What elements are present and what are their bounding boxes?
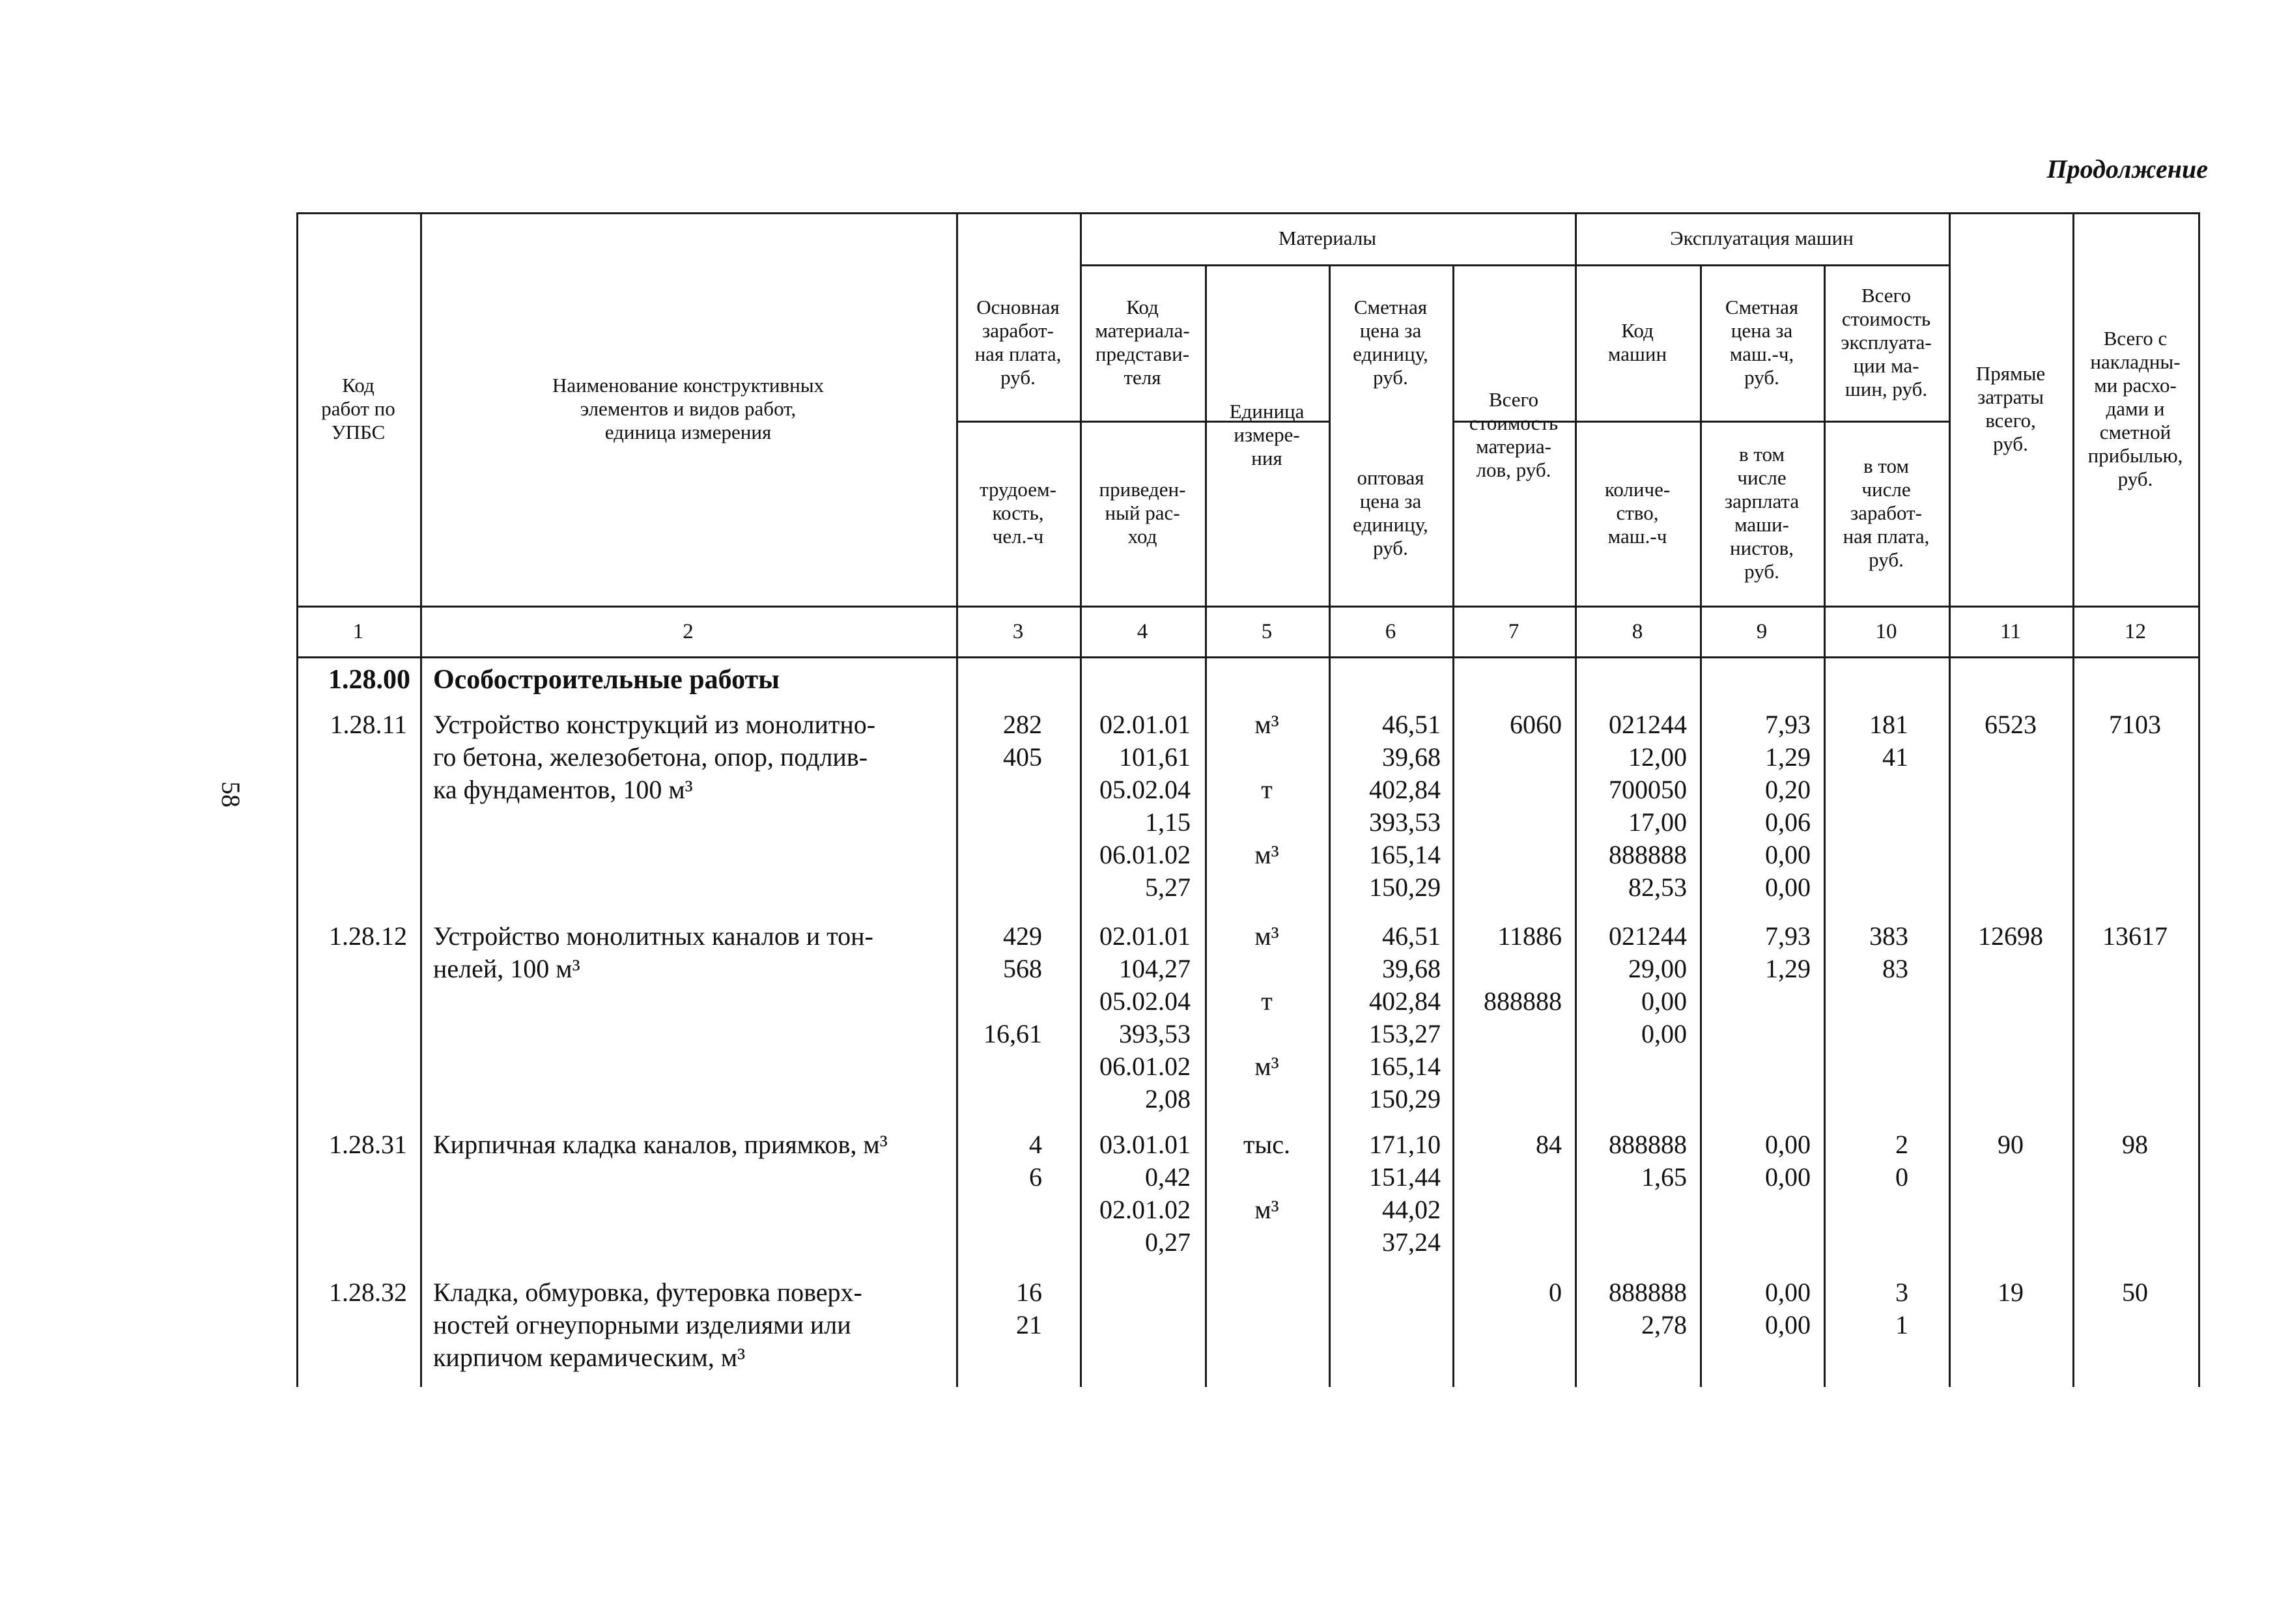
column-number: 9 (1756, 620, 1768, 643)
cell-c6: 151,44 (1369, 1162, 1441, 1192)
cell-c5: м³ (1254, 840, 1279, 869)
cell-c4: 03.01.01 (1099, 1130, 1191, 1159)
work-name: Кирпичная кладка каналов, приямков, м³ (433, 1130, 888, 1159)
cell-c4: 06.01.02 (1099, 1052, 1191, 1081)
column-number: 4 (1137, 620, 1148, 643)
cell-c3: 16 (1016, 1278, 1042, 1307)
cell-c8: 2,78 (1641, 1310, 1687, 1339)
cell-c7: 6060 (1510, 710, 1562, 739)
header-labor: трудоем- кость, чел.-ч (980, 478, 1056, 548)
cell-c5: тыс. (1243, 1130, 1291, 1159)
column-number: 5 (1261, 620, 1273, 643)
work-name: Устройство монолитных каналов и тон- (433, 921, 873, 951)
cell-c6: 46,51 (1382, 921, 1441, 951)
cell-c8: 0,00 (1641, 987, 1687, 1016)
cell-c10: 0 (1895, 1162, 1908, 1192)
section-title: Особостроительные работы (433, 665, 780, 695)
cell-c4: 05.02.04 (1099, 987, 1191, 1016)
cell-c9: 0,00 (1765, 1162, 1811, 1192)
header-direct-costs: Прямые затраты всего, руб. (1975, 362, 2046, 455)
header-unit: Единица измере- ния (1229, 400, 1305, 469)
cell-c6: 171,10 (1369, 1130, 1441, 1159)
cell-c11: 90 (1998, 1130, 2024, 1159)
cell-c9: 0,00 (1765, 1278, 1811, 1307)
cell-c4: 393,53 (1119, 1019, 1191, 1048)
cell-c10: 2 (1895, 1130, 1908, 1159)
cell-c6: 39,68 (1382, 742, 1441, 772)
work-name: ностей огнеупорными изделиями или (433, 1310, 851, 1339)
header-machine-hours: количе- ство, маш.-ч (1604, 478, 1671, 548)
cell-c3: 16,61 (983, 1019, 1042, 1048)
header-machine-price: Сметная цена за маш.-ч, руб. (1725, 296, 1799, 389)
work-name: Кладка, обмуровка, футеровка поверх- (433, 1278, 862, 1307)
cell-c6: 402,84 (1369, 987, 1441, 1016)
cell-c6: 150,29 (1369, 1084, 1441, 1113)
cell-c8: 021244 (1609, 710, 1687, 739)
cell-c4: 5,27 (1145, 873, 1191, 902)
cell-c9: 0,20 (1765, 775, 1811, 804)
cell-c9: 7,93 (1765, 710, 1811, 739)
header-reduced-consumption: приведен- ный рас- ход (1099, 478, 1186, 548)
cell-c8: 29,00 (1628, 954, 1687, 983)
work-name: нелей, 100 м³ (433, 954, 580, 983)
cell-c11: 6523 (1985, 710, 2037, 739)
cell-c12: 50 (2122, 1278, 2148, 1307)
cell-c6: 165,14 (1369, 1052, 1441, 1081)
cell-c5: м³ (1254, 1052, 1279, 1081)
cell-c9: 0,00 (1765, 1130, 1811, 1159)
cell-c9: 0,00 (1765, 1310, 1811, 1339)
cell-c4: 0,42 (1145, 1162, 1191, 1192)
cell-c5: м³ (1254, 710, 1279, 739)
work-code: 1.28.31 (329, 1130, 407, 1159)
cell-c8: 021244 (1609, 921, 1687, 951)
cell-c9: 0,00 (1765, 840, 1811, 869)
cell-c8: 82,53 (1628, 873, 1687, 902)
cell-c4: 101,61 (1119, 742, 1191, 772)
cell-c8: 700050 (1609, 775, 1687, 804)
cell-c4: 05.02.04 (1099, 775, 1191, 804)
cell-c4: 06.01.02 (1099, 840, 1191, 869)
header-total-with-overhead: Всего с накладны- ми расхо- дами и сметной прибылью, руб. (2087, 327, 2183, 490)
page-number: 58 (216, 781, 246, 807)
column-numbers-top (296, 606, 2200, 608)
cell-c7: 888888 (1484, 987, 1562, 1016)
cell-c5: м³ (1254, 921, 1279, 951)
cell-c6: 153,27 (1369, 1019, 1441, 1048)
cell-c6: 37,24 (1382, 1227, 1441, 1257)
cell-c3: 21 (1016, 1310, 1042, 1339)
cell-c10: 83 (1882, 954, 1908, 983)
header-machines: Эксплуатация машин (1670, 227, 1854, 249)
header-materials-total: Всего стоимость материа- лов, руб. (1469, 388, 1559, 481)
cell-c3: 568 (1003, 954, 1042, 983)
cell-c4: 02.01.02 (1099, 1195, 1191, 1224)
cell-c10: 1 (1895, 1310, 1908, 1339)
cell-c6: 44,02 (1382, 1195, 1441, 1224)
cell-c9: 0,06 (1765, 807, 1811, 837)
cell-c8: 888888 (1609, 1278, 1687, 1307)
header-machines-total: Всего стоимость эксплуата- ции ма- шин, руб. (1841, 284, 1932, 400)
cell-c6: 150,29 (1369, 873, 1441, 902)
header-base-wage: Основная заработ- ная плата, руб. (974, 296, 1062, 389)
cell-c7: 0 (1549, 1278, 1562, 1307)
cell-c9: 7,93 (1765, 921, 1811, 951)
cell-c9: 0,00 (1765, 873, 1811, 902)
continuation-label: Продолжение (2046, 154, 2208, 184)
cell-c5: т (1261, 775, 1273, 804)
cell-c12: 7103 (2109, 710, 2161, 739)
cell-c5: м³ (1254, 1195, 1279, 1224)
column-number: 6 (1385, 620, 1396, 643)
cell-c10: 181 (1869, 710, 1908, 739)
header-operator-wage: в том числе зарплата маши- нистов, руб. (1724, 443, 1800, 583)
header-machines-wage: в том числе заработ- ная плата, руб. (1843, 455, 1930, 571)
cell-c8: 1,65 (1641, 1162, 1687, 1192)
work-name: ка фундаментов, 100 м³ (433, 775, 693, 804)
cell-c3: 6 (1029, 1162, 1042, 1192)
cell-c10: 3 (1895, 1278, 1908, 1307)
column-number: 8 (1632, 620, 1643, 643)
column-number: 2 (683, 620, 694, 643)
column-number: 12 (2125, 620, 2146, 643)
header-code: Код работ по УПБС (321, 374, 395, 443)
header-wholesale-price: оптовая цена за единицу, руб. (1353, 466, 1428, 559)
cell-c12: 13617 (2102, 921, 2168, 951)
header-machine-code: Код машин (1607, 319, 1667, 365)
header-material-code: Код материала- представи- теля (1095, 296, 1190, 389)
cell-c4: 104,27 (1119, 954, 1191, 983)
work-code: 1.28.12 (329, 921, 407, 951)
work-name: Устройство конструкций из монолитно- (433, 710, 876, 739)
cell-c8: 17,00 (1628, 807, 1687, 837)
cell-c8: 888888 (1609, 1130, 1687, 1159)
cell-c9: 1,29 (1765, 954, 1811, 983)
column-number: 11 (2000, 620, 2021, 643)
work-name: го бетона, железобетона, опор, подлив- (433, 742, 868, 772)
header-name: Наименование конструктивных элементов и видов работ, единица измерения (552, 374, 825, 443)
cell-c8: 0,00 (1641, 1019, 1687, 1048)
cell-c10: 383 (1869, 921, 1908, 951)
cell-c4: 0,27 (1145, 1227, 1191, 1257)
header-materials: Материалы (1278, 227, 1377, 249)
work-code: 1.28.32 (329, 1278, 407, 1307)
work-name: кирпичом керамическим, м³ (433, 1343, 746, 1372)
column-numbers-bottom (296, 656, 2200, 658)
work-code: 1.28.11 (330, 710, 407, 739)
cell-c11: 19 (1998, 1278, 2024, 1307)
column-number: 3 (1012, 620, 1024, 643)
cell-c4: 2,08 (1145, 1084, 1191, 1113)
column-number: 10 (1875, 620, 1897, 643)
cell-c3: 4 (1029, 1130, 1042, 1159)
cell-c8: 12,00 (1628, 742, 1687, 772)
column-number: 1 (352, 620, 364, 643)
cell-c6: 39,68 (1382, 954, 1441, 983)
cell-c7: 11886 (1497, 921, 1562, 951)
cell-c7: 84 (1536, 1130, 1562, 1159)
cell-c9: 1,29 (1765, 742, 1811, 772)
cell-c6: 393,53 (1369, 807, 1441, 837)
cell-c3: 429 (1003, 921, 1042, 951)
cell-c3: 405 (1003, 742, 1042, 772)
column-number: 7 (1508, 620, 1520, 643)
cell-c10: 41 (1882, 742, 1908, 772)
cell-c4: 02.01.01 (1099, 921, 1191, 951)
header-estimated-price: Сметная цена за единицу, руб. (1353, 296, 1428, 389)
cell-c4: 1,15 (1145, 807, 1191, 837)
column-rule (2198, 212, 2200, 1387)
section-code: 1.28.00 (328, 665, 410, 695)
cell-c11: 12698 (1978, 921, 2043, 951)
cell-c12: 98 (2122, 1130, 2148, 1159)
cell-c4: 02.01.01 (1099, 710, 1191, 739)
cell-c6: 165,14 (1369, 840, 1441, 869)
cell-c6: 402,84 (1369, 775, 1441, 804)
cell-c6: 46,51 (1382, 710, 1441, 739)
cell-c3: 282 (1003, 710, 1042, 739)
cell-c5: т (1261, 987, 1273, 1016)
cell-c8: 888888 (1609, 840, 1687, 869)
